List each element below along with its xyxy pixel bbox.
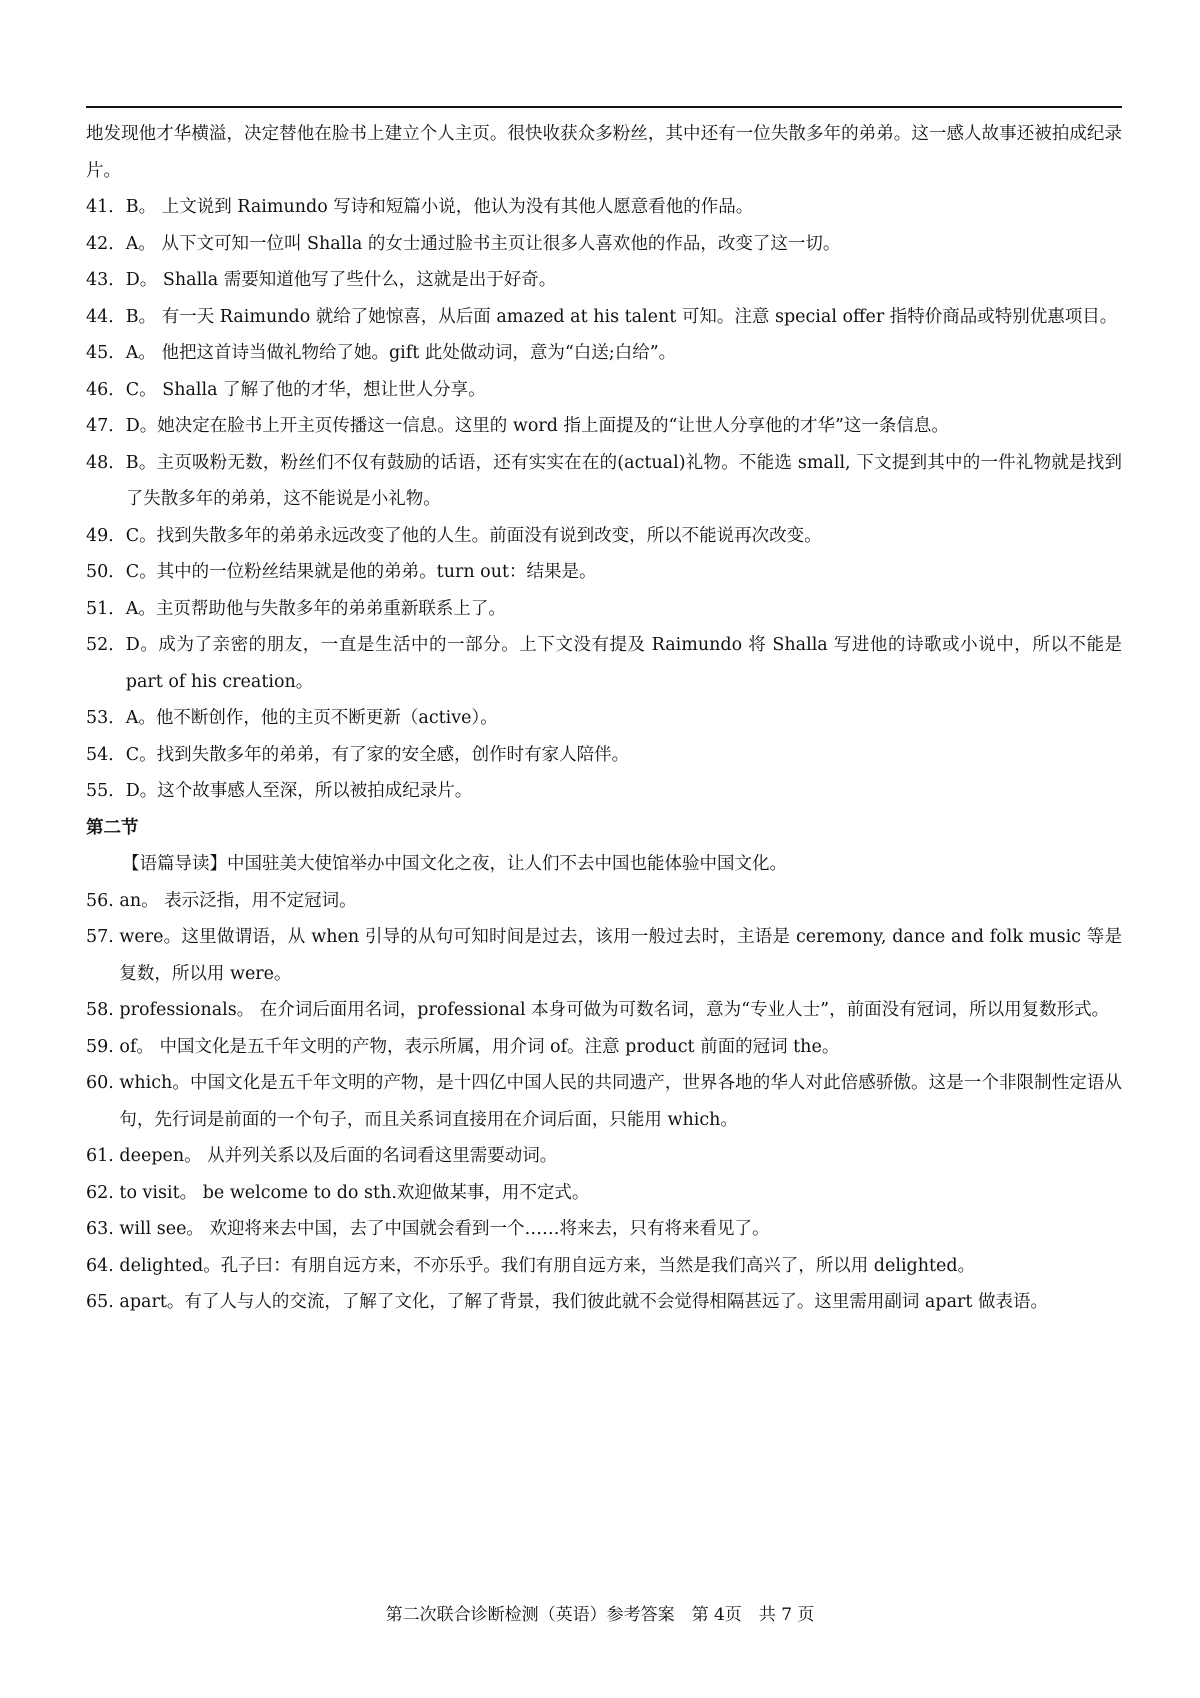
answer-item-57 xyxy=(86,919,1122,992)
answer-item-44 xyxy=(86,299,1122,336)
item-text: C。找到失散多年的弟弟永远改变了他的人生。前面没有说到改变，所以不能说再次改变。 xyxy=(125,525,822,546)
item-text: to visit。 be welcome to do sth.欢迎做某事，用不定式。 xyxy=(119,1182,590,1203)
answer-item-47 xyxy=(86,408,1122,445)
item-number: 62. xyxy=(86,1182,120,1203)
answer-item-53 xyxy=(86,700,1122,737)
item-text: D。成为了亲密的朋友，一直是生活中的一部分。上下文没有提及 Raimundo 将 Shalla 写进他的诗歌或小说中，所以不能是 part of his creation。 xyxy=(125,635,1122,692)
item-number: 50． xyxy=(86,562,126,582)
section2-heading: 第二节 xyxy=(86,817,139,838)
item-number: 56. xyxy=(86,890,120,911)
answer-item-54 xyxy=(86,737,1122,774)
item-text: apart。有了人与人的交流，了解了文化，了解了背景，我们彼此就不会觉得相隔甚远了。这里需用副词 apart 做表语。 xyxy=(119,1292,1048,1312)
answer-item-45 xyxy=(86,335,1122,372)
intro-paragraph: 地发现他才华横溢，决定替他在脸书上建立个人主页。很快收获众多粉丝，其中还有一位失散多年的弟弟。这一感人故事还被拍成纪录片。 xyxy=(86,124,1122,181)
item-number: 41． xyxy=(86,197,126,217)
item-text: of。 中国文化是五千年文明的产物，表示所属，用介词 of。注意 product 前面的冠词 the。 xyxy=(119,1036,840,1057)
page-footer: 第二次联合诊断检测（英语）参考答案 第 4页 共 7 页 xyxy=(385,1605,815,1625)
item-number: 42． xyxy=(86,233,126,254)
answer-item-64 xyxy=(86,1248,1122,1285)
item-number: 58. xyxy=(86,1000,120,1020)
item-text: B。主页吸粉无数，粉丝们不仅有鼓励的话语，还有实实在在的(actual)礼物。不能选 small, 下文提到其中的一件礼物就是找到了失散多年的弟弟，这不能说是小礼物。 xyxy=(125,452,1122,509)
item-number: 63. xyxy=(86,1219,120,1239)
page-content xyxy=(86,116,1122,1321)
item-number: 51． xyxy=(86,598,126,619)
item-number: 44． xyxy=(86,306,126,327)
item-text: C。找到失散多年的弟弟，有了家的安全感，创作时有家人陪伴。 xyxy=(125,744,630,765)
answer-item-48 xyxy=(86,445,1122,518)
item-text: C。 Shalla 了解了他的才华，想让世人分享。 xyxy=(125,379,486,400)
item-text: B。 有一天 Raimundo 就给了她惊喜，从后面 amazed at his talent 可知。注意 special offer 指特价商品或特别优惠项目。 xyxy=(125,306,1118,327)
reading-guide: 【语篇导读】中国驻美大使馆举办中国文化之夜，让人们不去中国也能体验中国文化。 xyxy=(122,854,787,874)
item-text: A。他不断创作，他的主页不断更新（active）。 xyxy=(125,708,498,728)
top-rule xyxy=(86,106,1122,108)
answer-item-46 xyxy=(86,372,1122,409)
answer-item-50 xyxy=(86,554,1122,591)
item-text: C。其中的一位粉丝结果就是他的弟弟。turn out：结果是。 xyxy=(125,562,597,582)
item-number: 54． xyxy=(86,744,126,765)
answer-item-60 xyxy=(86,1065,1122,1138)
item-text: delighted。孔子曰：有朋自远方来，不亦乐乎。我们有朋自远方来，当然是我们高兴了，所以用 delighted。 xyxy=(119,1255,976,1276)
item-text: an。 表示泛指，用不定冠词。 xyxy=(119,890,357,911)
item-number: 57. xyxy=(86,927,120,947)
item-number: 64. xyxy=(86,1255,120,1276)
item-number: 45． xyxy=(86,343,126,363)
item-text: A。 从下文可知一位叫 Shalla 的女士通过脸书主页让很多人喜欢他的作品，改变了这一切。 xyxy=(125,233,841,254)
answer-item-49 xyxy=(86,518,1122,555)
item-text: A。主页帮助他与失散多年的弟弟重新联系上了。 xyxy=(125,598,506,619)
answer-item-42 xyxy=(86,226,1122,263)
answer-item-58 xyxy=(86,992,1122,1029)
item-text: B。 上文说到 Raimundo 写诗和短篇小说，他认为没有其他人愿意看他的作品。 xyxy=(125,197,754,217)
item-number: 47． xyxy=(86,416,126,436)
item-number: 61. xyxy=(86,1146,120,1166)
answer-item-59 xyxy=(86,1029,1122,1066)
item-text: were。这里做谓语，从 when 引导的从句可知时间是过去，该用一般过去时，主语是 ceremony, dance and folk music 等是复数，所以用 were。 xyxy=(119,927,1122,984)
item-number: 49． xyxy=(86,525,126,546)
answer-item-61 xyxy=(86,1138,1122,1175)
item-number: 55． xyxy=(86,781,126,801)
section2-answer-list xyxy=(86,883,1122,1321)
answer-item-51 xyxy=(86,591,1122,628)
answer-item-56 xyxy=(86,883,1122,920)
answer-item-65 xyxy=(86,1284,1122,1321)
section1-answer-list xyxy=(86,189,1122,810)
item-number: 43． xyxy=(86,270,126,290)
item-text: which。中国文化是五千年文明的产物，是十四亿中国人民的共同遗产，世界各地的华人对此倍感骄傲。这是一个非限制性定语从句，先行词是前面的一个句子，而且关系词直接用在介词后面，只能用 which。 xyxy=(119,1073,1122,1130)
answer-item-41 xyxy=(86,189,1122,226)
answer-item-62 xyxy=(86,1175,1122,1212)
item-text: D。这个故事感人至深，所以被拍成纪录片。 xyxy=(125,781,473,801)
item-number: 60. xyxy=(86,1073,120,1093)
item-text: A。 他把这首诗当做礼物给了她。gift 此处做动词，意为“白送;白给”。 xyxy=(125,343,677,363)
item-number: 52． xyxy=(86,635,126,655)
item-number: 53． xyxy=(86,708,126,728)
item-text: deepen。 从并列关系以及后面的名词看这里需要动词。 xyxy=(119,1146,558,1166)
item-number: 46． xyxy=(86,379,126,400)
item-number: 48． xyxy=(86,452,126,473)
item-number: 65. xyxy=(86,1292,120,1312)
item-number: 59. xyxy=(86,1036,120,1057)
item-text: professionals。 在介词后面用名词，professional 本身可做为可数名词，意为“专业人士”，前面没有冠词，所以用复数形式。 xyxy=(119,1000,1110,1020)
item-text: D。 Shalla 需要知道他写了些什么，这就是出于好奇。 xyxy=(125,270,557,290)
item-text: will see。 欢迎将来去中国，去了中国就会看到一个……将来去，只有将来看见了。 xyxy=(119,1219,770,1239)
answer-item-43 xyxy=(86,262,1122,299)
item-text: D。她决定在脸书上开主页传播这一信息。这里的 word 指上面提及的“让世人分享他的才华”这一条信息。 xyxy=(125,416,949,436)
answer-item-55 xyxy=(86,773,1122,810)
answer-item-52 xyxy=(86,627,1122,700)
answer-item-63 xyxy=(86,1211,1122,1248)
